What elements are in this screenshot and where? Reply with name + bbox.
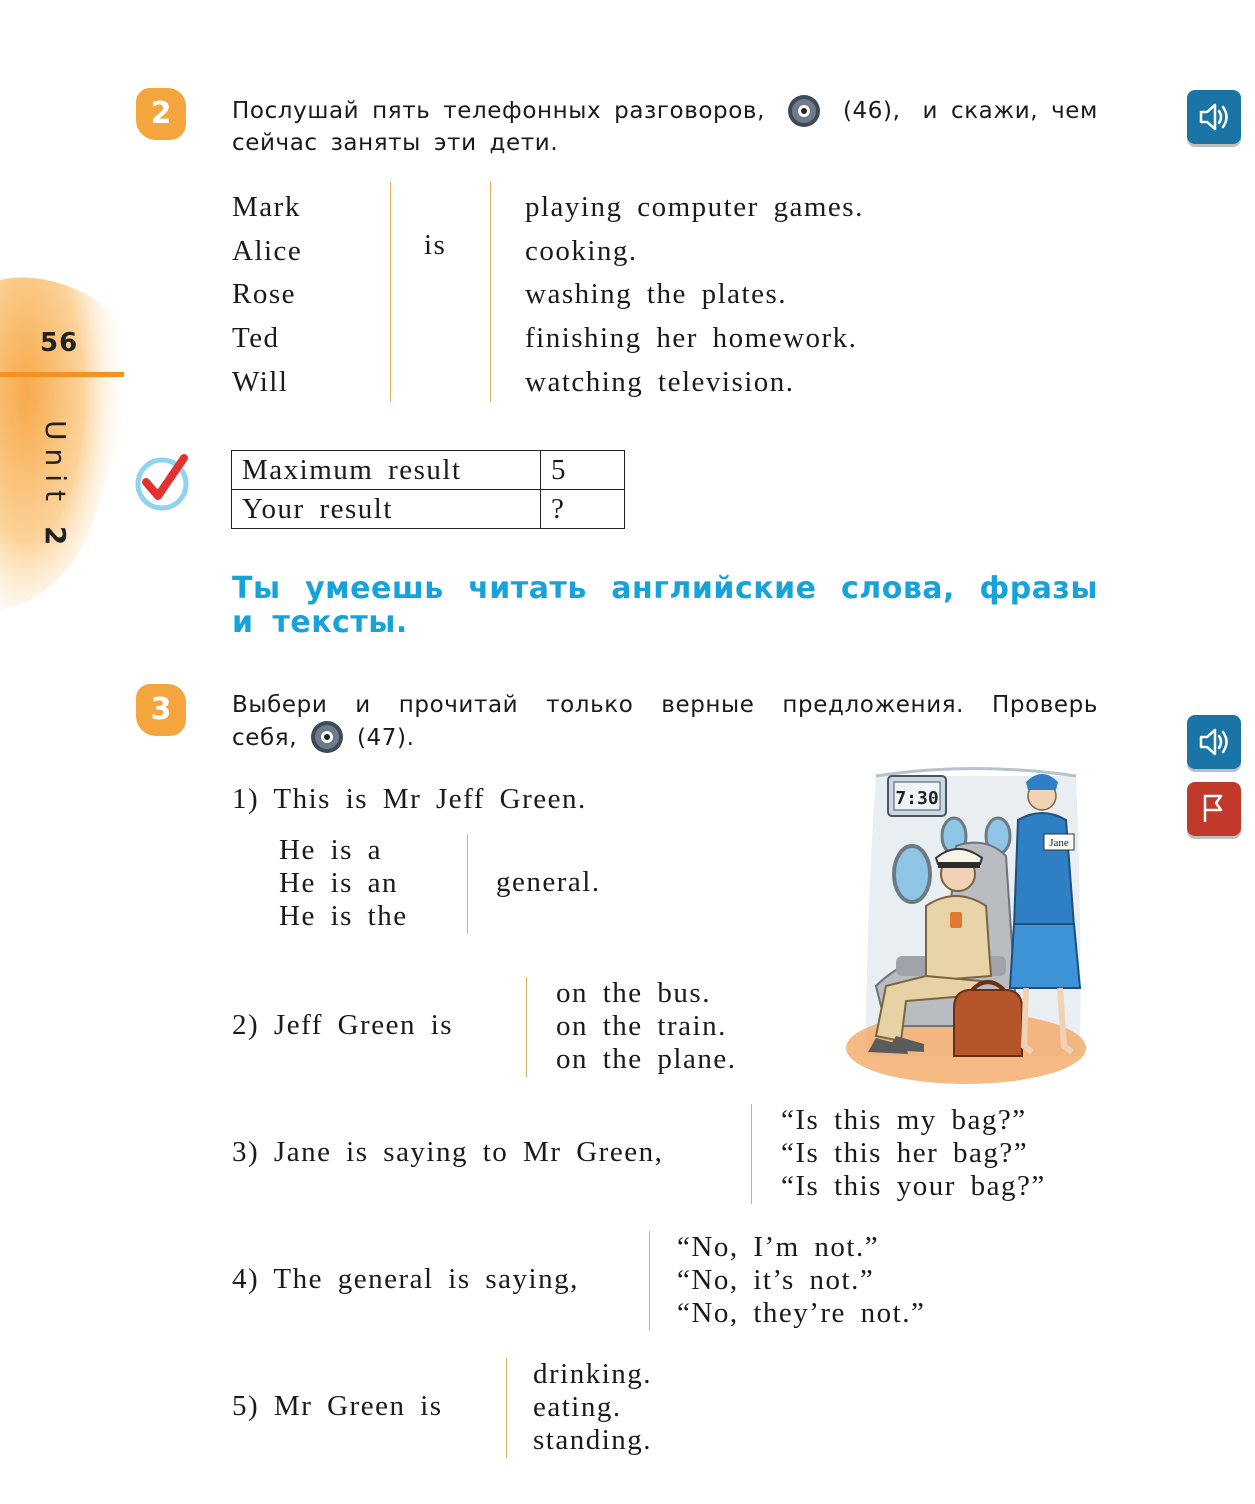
unit-word: Unit — [39, 420, 72, 509]
instruction-text: себя, — [232, 725, 298, 751]
task2-instruction — [232, 94, 1098, 158]
option-divider — [649, 1231, 650, 1331]
option-divider — [751, 1104, 752, 1204]
flag-icon — [1187, 782, 1241, 836]
question-1-title: 1) This is Mr Jeff Green. — [232, 783, 587, 815]
action: watching television. — [525, 365, 795, 398]
column-divider — [490, 182, 491, 402]
question-1-options — [279, 834, 408, 933]
table-row — [232, 451, 625, 490]
option-divider — [467, 834, 468, 934]
option[interactable]: standing. — [533, 1424, 653, 1456]
audio-track-number: (47). — [356, 725, 415, 751]
clock-time: 7:30 — [895, 788, 939, 809]
action: washing the plates. — [525, 278, 787, 311]
heading-line1: Ты умеешь читать английские слова, фразы — [232, 571, 1098, 606]
names-column — [232, 186, 302, 405]
name: Will — [232, 365, 289, 398]
question-3-stem: 3) Jane is saying to Mr Green, — [232, 1136, 664, 1168]
verb-is: is — [424, 229, 447, 261]
task-number-badge: 3 — [136, 684, 186, 736]
question-5-options — [533, 1358, 652, 1457]
option[interactable]: drinking. — [533, 1358, 653, 1390]
option[interactable]: He is an — [279, 867, 399, 899]
question-2-options — [556, 977, 736, 1076]
table-row — [232, 490, 625, 529]
audio-button-task2[interactable] — [1187, 90, 1241, 144]
option[interactable]: “No, they’re not.” — [677, 1297, 926, 1329]
action: cooking. — [525, 234, 638, 267]
task3-instruction — [232, 690, 1098, 754]
name-tag: Jane — [1049, 837, 1069, 849]
name: Ted — [232, 322, 280, 355]
task-number-badge: 2 — [136, 88, 186, 140]
table-cell-label: Maximum result — [232, 451, 541, 490]
option[interactable]: on the bus. — [556, 977, 711, 1009]
section-heading — [232, 572, 1098, 640]
table-cell-value: ? — [541, 490, 625, 529]
cd-audio-icon[interactable] — [787, 94, 821, 128]
table-cell-value: 5 — [541, 451, 625, 490]
audio-track-number: (46), — [842, 98, 901, 124]
table-cell-label: Your result — [232, 490, 541, 529]
instruction-text: Выбери и прочитай только верные предложения. Проверь — [232, 692, 1098, 718]
option[interactable]: “Is this your bag?” — [781, 1170, 1046, 1202]
unit-label — [38, 420, 78, 580]
instruction-text-line2: сейчас заняты эти дети. — [232, 130, 559, 156]
page-number: 56 — [40, 328, 79, 358]
option[interactable]: eating. — [533, 1391, 622, 1423]
action: finishing her homework. — [525, 322, 858, 355]
speaker-icon — [1187, 715, 1241, 769]
question-2-stem: 2) Jeff Green is — [232, 1009, 454, 1041]
column-divider — [390, 182, 391, 402]
option[interactable]: He is a — [279, 834, 383, 866]
name: Rose — [232, 278, 296, 311]
option[interactable]: “Is this my bag?” — [781, 1104, 1027, 1136]
result-table — [231, 450, 625, 529]
question-3-options — [781, 1104, 1046, 1203]
option-divider — [506, 1358, 507, 1458]
instruction-text: и скажи, чем — [922, 98, 1098, 124]
question-5-stem: 5) Mr Green is — [232, 1390, 443, 1422]
name: Alice — [232, 234, 303, 267]
question-4-stem: 4) The general is saying, — [232, 1263, 579, 1295]
option[interactable]: He is the — [279, 900, 408, 932]
airplane-cabin-illustration — [846, 756, 1100, 1084]
audio-button-task3[interactable] — [1187, 715, 1241, 769]
action: playing computer games. — [525, 191, 864, 223]
option[interactable]: “Is this her bag?” — [781, 1137, 1029, 1169]
instruction-text: Послушай пять телефонных разговоров, — [232, 98, 765, 124]
flag-button[interactable] — [1187, 782, 1241, 836]
checkmark-icon — [134, 450, 194, 514]
option-divider — [526, 977, 527, 1077]
name: Mark — [232, 191, 301, 223]
question-1-ending: general. — [496, 866, 601, 898]
option[interactable]: on the plane. — [556, 1043, 737, 1075]
option[interactable]: “No, I’m not.” — [677, 1231, 880, 1263]
unit-number: 2 — [39, 525, 72, 546]
question-4-options — [677, 1231, 925, 1330]
option[interactable]: on the train. — [556, 1010, 727, 1042]
actions-column — [525, 186, 864, 405]
speaker-icon — [1187, 90, 1241, 144]
option[interactable]: “No, it’s not.” — [677, 1264, 875, 1296]
cd-audio-icon[interactable] — [310, 720, 344, 754]
heading-line2: и тексты. — [232, 605, 408, 640]
